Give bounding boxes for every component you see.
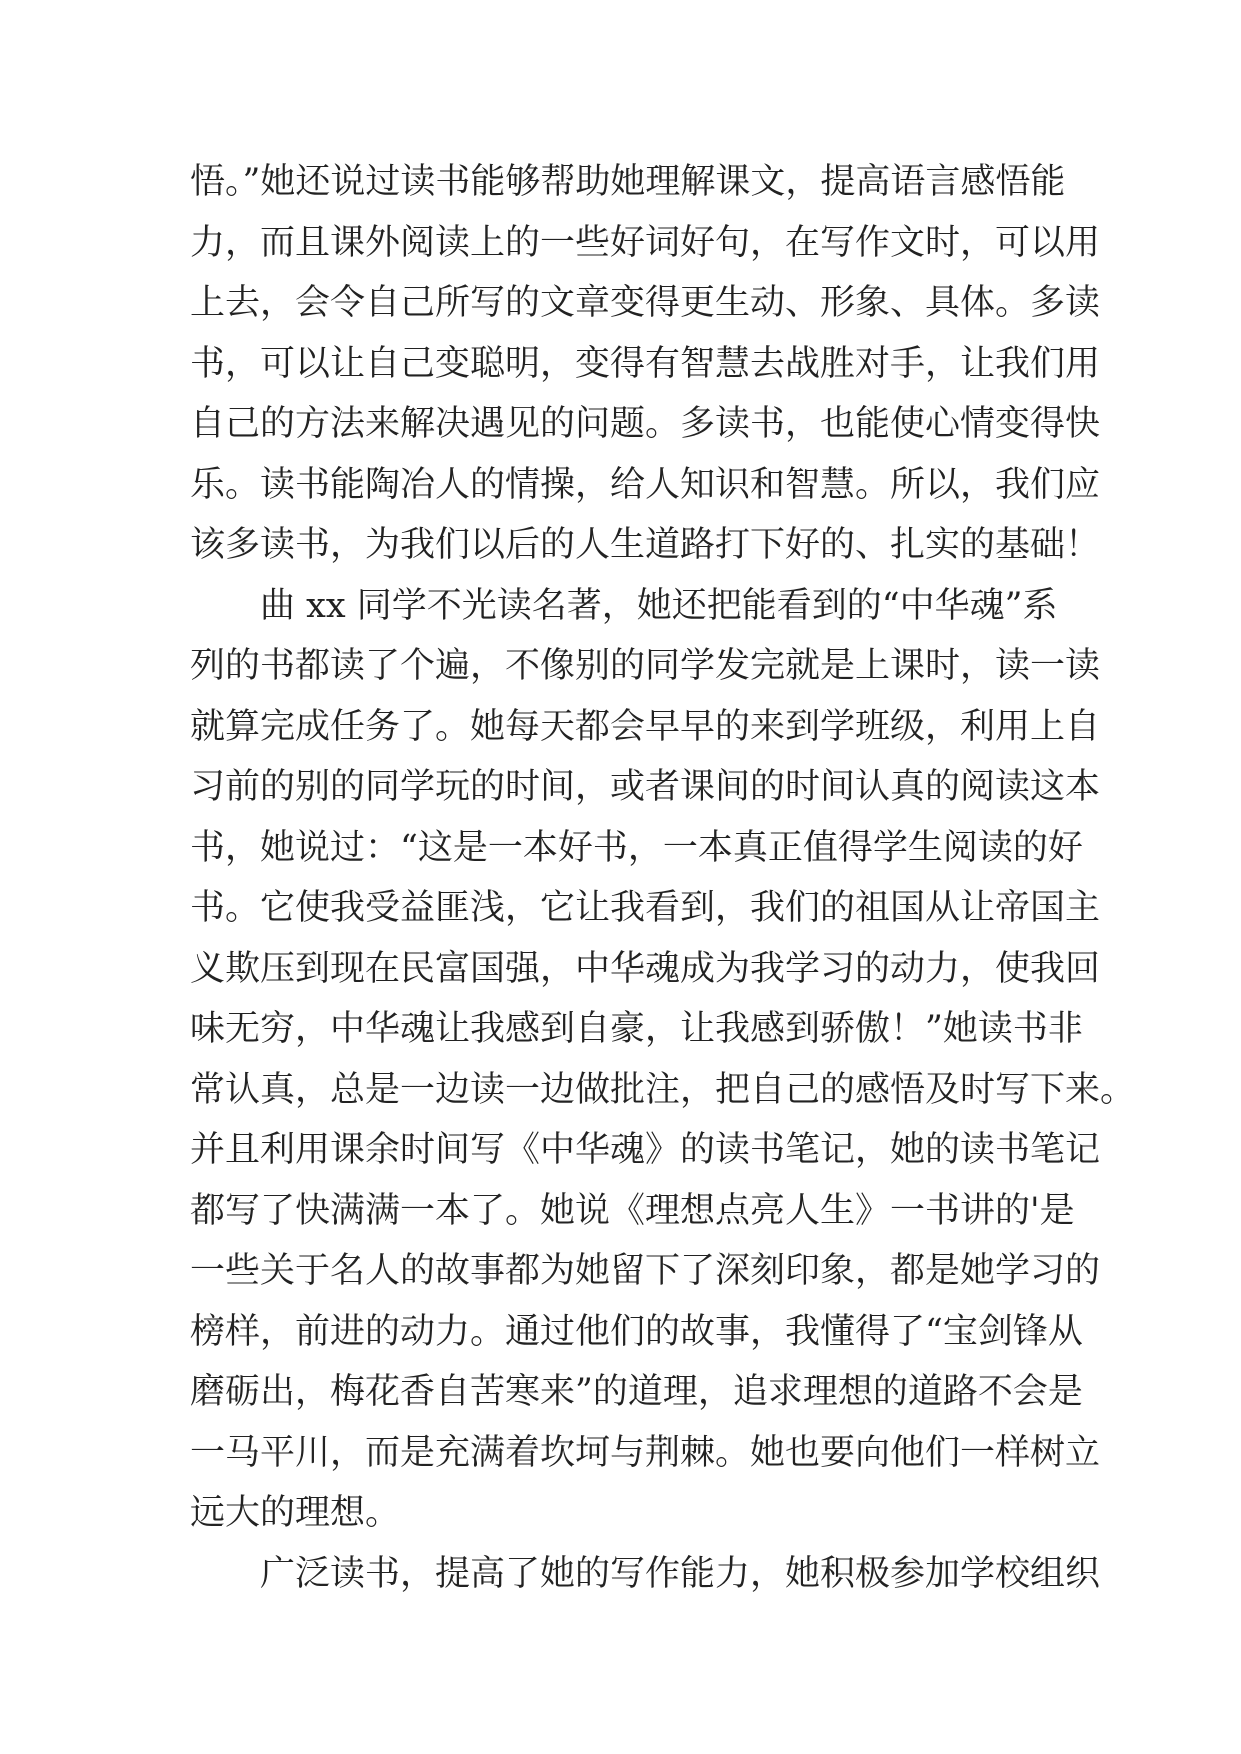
text-line: 习前的别的同学玩的时间，或者课间的时间认真的阅读这本 bbox=[190, 767, 1101, 807]
text-line: 上去，会令自己所写的文章变得更生动、形象、具体。多读 bbox=[190, 283, 1101, 323]
text-line: 书。它使我受益匪浅，它让我看到，我们的祖国从让帝国主 bbox=[190, 888, 1101, 928]
text-line: 书，她说过：“这是一本好书，一本真正值得学生阅读的好 bbox=[190, 827, 1083, 868]
text-line: 都写了快满满一本了。她说《理想点亮人生》一书讲的'是 bbox=[190, 1190, 1075, 1231]
text-line: 自己的方法来解决遇见的问题。多读书，也能使心情变得快 bbox=[190, 404, 1101, 444]
text-line: 味无穷，中华魂让我感到自豪，让我感到骄傲！”她读书非 bbox=[190, 1009, 1083, 1049]
text-line: 一马平川，而是充满着坎坷与荆棘。她也要向他们一样树立 bbox=[190, 1432, 1101, 1473]
body-text bbox=[190, 152, 1136, 1604]
text-line: 该多读书，为我们以后的人生道路打下好的、扎实的基础！ bbox=[190, 525, 1101, 565]
text-line: 一些关于名人的故事都为她留下了深刻印象，都是她学习的 bbox=[190, 1251, 1101, 1291]
text-line: 并且利用课余时间写《中华魂》的读书笔记，她的读书笔记 bbox=[190, 1130, 1101, 1170]
text-line: 就算完成任务了。她每天都会早早的来到学班级，利用上自 bbox=[190, 706, 1101, 747]
paragraph-first-line: 曲 xx 同学不光读名著，她还把能看到的“中华魂”系 bbox=[260, 585, 1058, 626]
text-line: 义欺压到现在民富国强，中华魂成为我学习的动力，使我回 bbox=[190, 948, 1101, 989]
text-line: 悟。”她还说过读书能够帮助她理解课文，提高语言感悟能 bbox=[190, 162, 1066, 202]
text-line: 磨砺出，梅花香自苦寒来”的道理，追求理想的道路不会是 bbox=[190, 1372, 1083, 1412]
text-line: 榜样，前进的动力。通过他们的故事，我懂得了“宝剑锋从 bbox=[190, 1311, 1083, 1352]
paragraph-first-line: 广泛读书，提高了她的写作能力，她积极参加学校组织 bbox=[260, 1553, 1101, 1594]
text-line: 乐。读书能陶冶人的情操，给人知识和智慧。所以，我们应 bbox=[190, 464, 1101, 505]
text-line: 书，可以让自己变聪明，变得有智慧去战胜对手，让我们用 bbox=[190, 343, 1101, 384]
paragraph-last-line: 远大的理想。 bbox=[190, 1493, 401, 1533]
text-line: 力，而且课外阅读上的一些好词好句，在写作文时，可以用 bbox=[190, 222, 1101, 263]
text-line: 列的书都读了个遍，不像别的同学发完就是上课时，读一读 bbox=[190, 646, 1101, 686]
text-line: 常认真，总是一边读一边做批注，把自己的感悟及时写下来。 bbox=[190, 1069, 1136, 1110]
